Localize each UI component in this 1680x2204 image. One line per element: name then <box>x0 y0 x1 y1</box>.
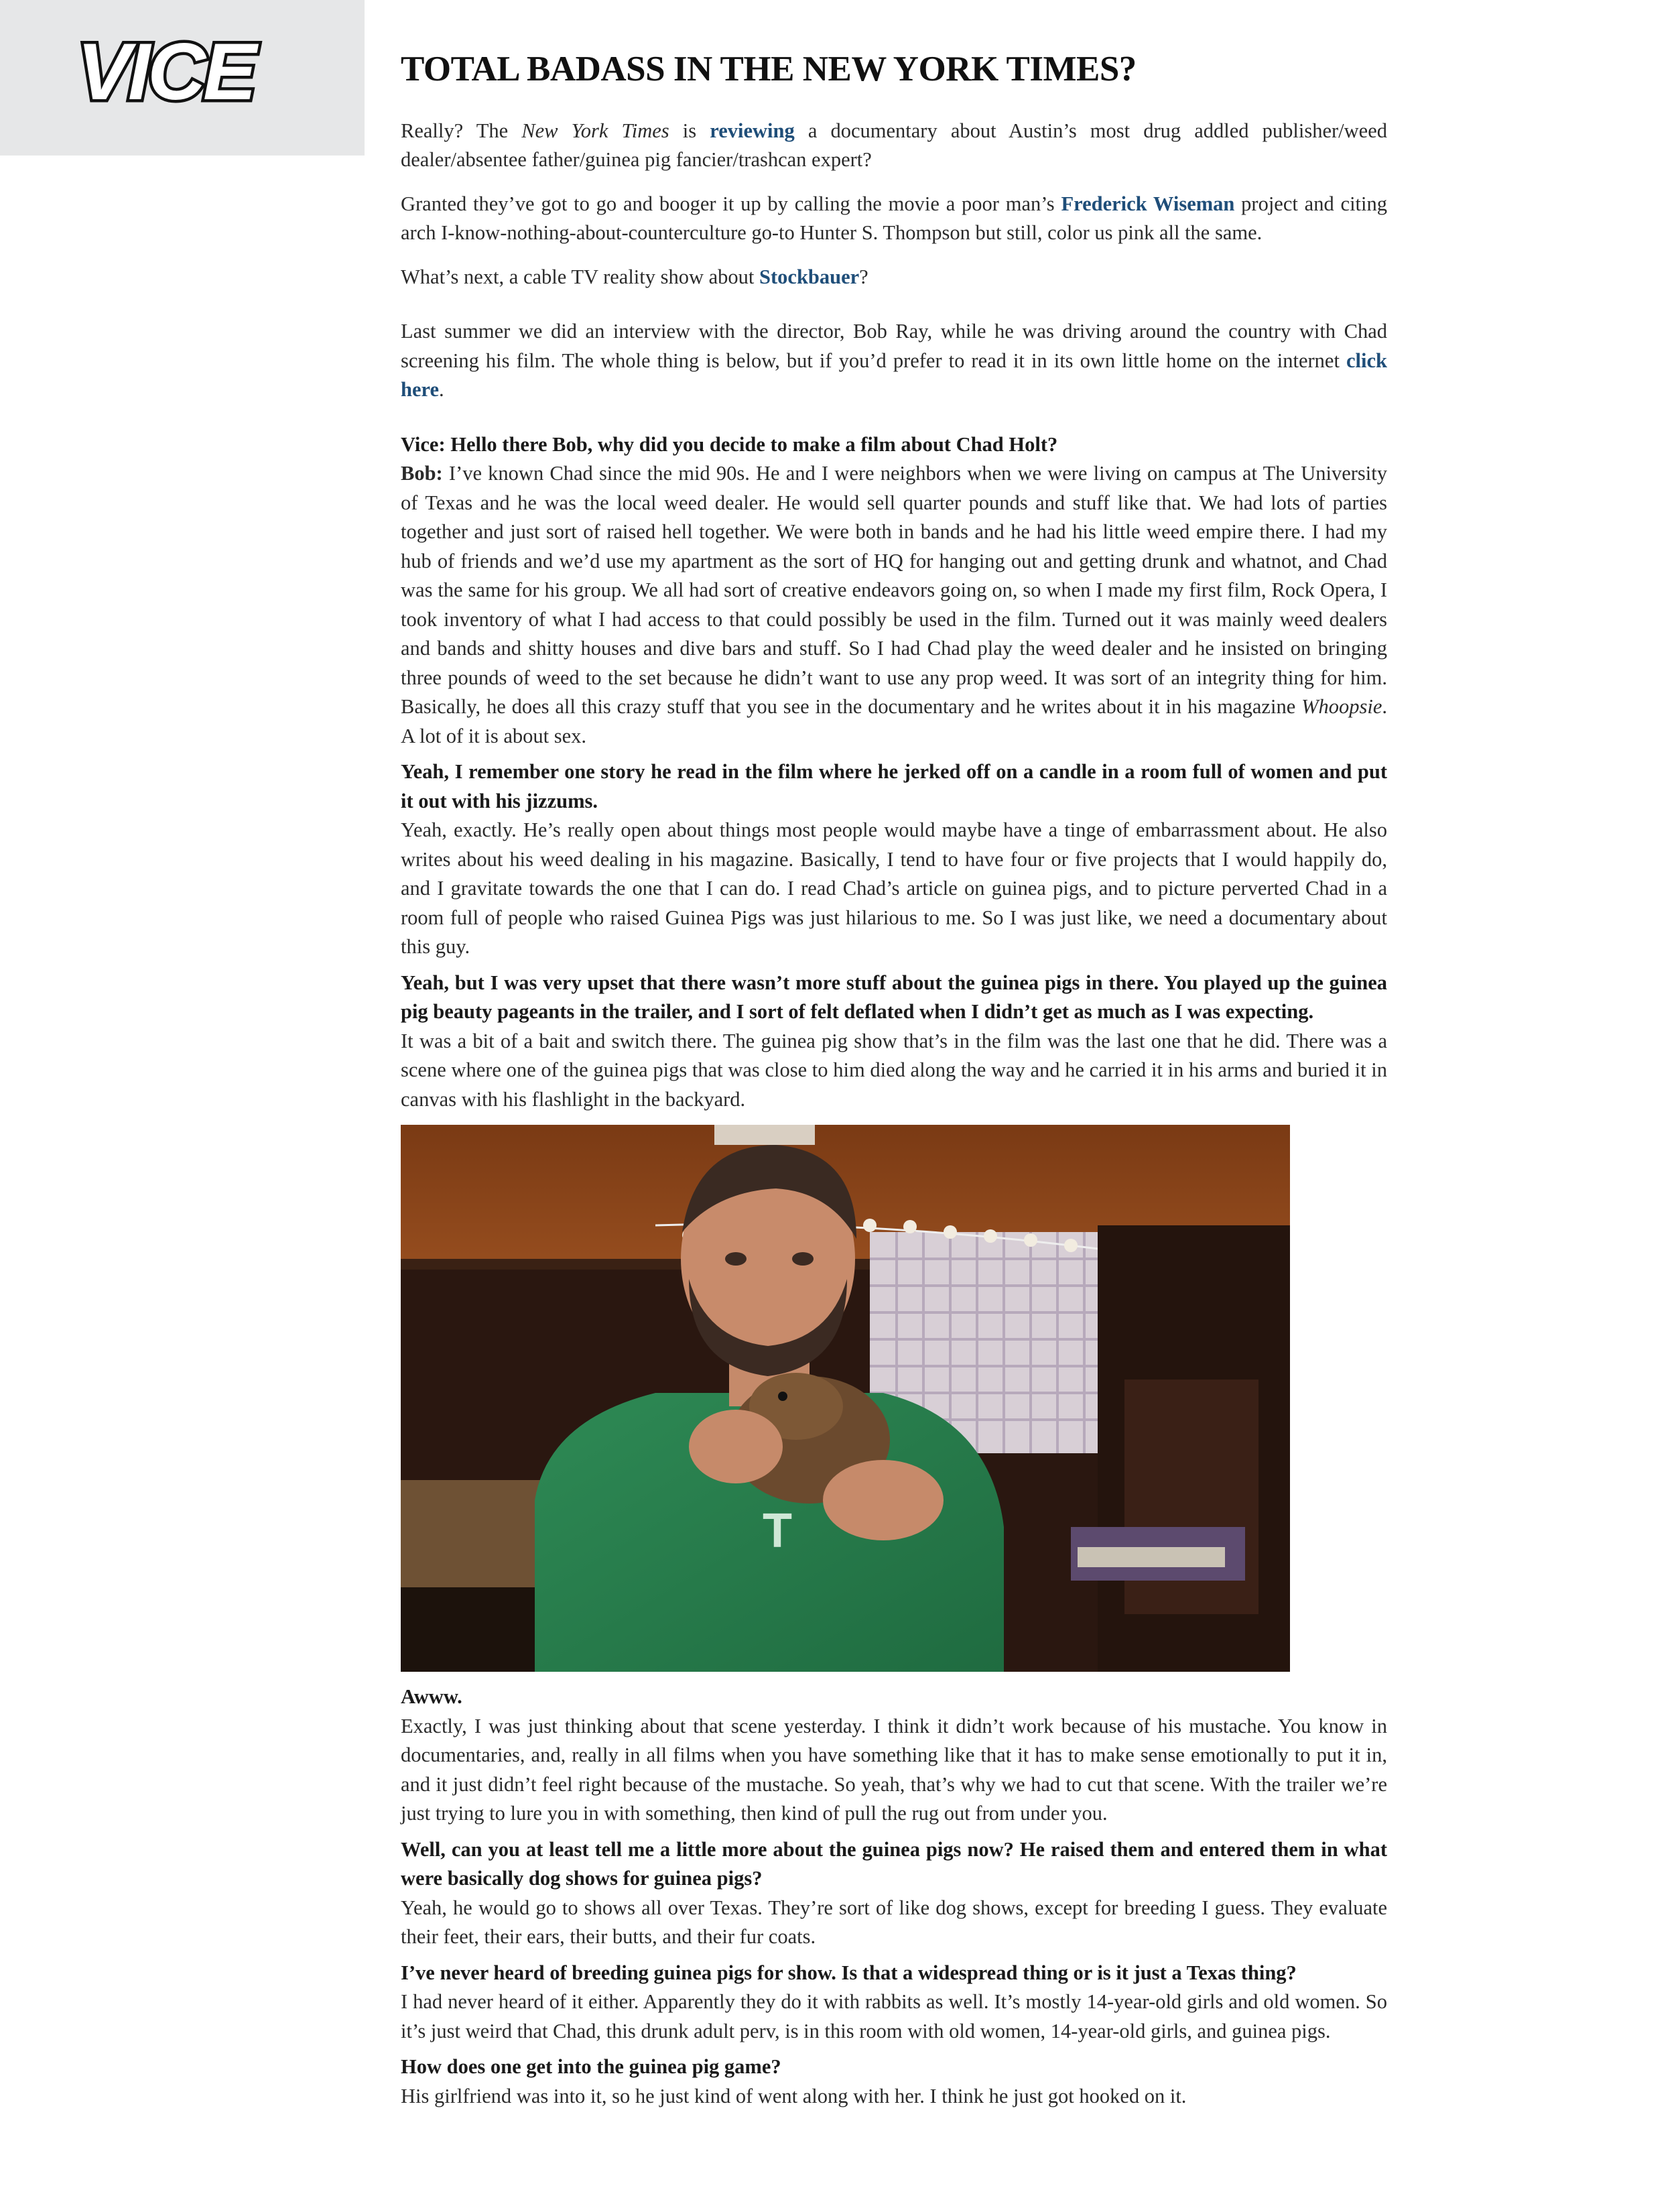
stockbauer-link[interactable]: Stockbauer <box>759 265 860 288</box>
article <box>401 48 1387 2111</box>
whoopsie-title: Whoopsie <box>1301 695 1382 719</box>
vice-logo-text: VICE <box>76 32 255 116</box>
cardboard-box <box>401 1480 548 1587</box>
poster <box>714 1125 815 1145</box>
logo-panel <box>0 0 365 156</box>
question-2: Yeah, I remember one story he read in the film where he jerked off on a candle in a room full of women and put it out with his jizzums. <box>401 760 1387 812</box>
right-hand <box>823 1460 944 1540</box>
nyt-name: New York Times <box>521 119 669 142</box>
answer-6: I had never heard of it either. Apparently they do it with rabbits as well. It’s mostly 14-year-old girls and old women. So it’s just weird that Chad, this drunk adult perv, is in this room with old women, 14-year-old girls, and guinea pigs. <box>401 1990 1387 2042</box>
vice-logo[interactable] <box>35 32 296 116</box>
intro-paragraph-4: Last summer we did an interview with the director, Bob Ray, while he was driving around the country with Chad screening his film. The whole thing is below, but if you’d prefer to read it in its own little home on the internet click here. <box>401 320 1387 402</box>
answer-4: Exactly, I was just thinking about that scene yesterday. I think it didn’t work because of his mustache. You know in documentaries, and, really in all films when you have something like that it has to make sense emotionally to put it in, and it just didn’t feel right because of the mustache. So yeah, that’s why we had to cut that scene. With the trailer we’re just trying to lure you in with something, then kind of pull the rug out from under you. <box>401 1714 1387 1825</box>
shirt-text-3: T <box>763 1504 792 1558</box>
question-1: Vice: Hello there Bob, why did you decide to make a film about Chad Holt? <box>401 432 1058 456</box>
answer-1: Bob: I’ve known Chad since the mid 90s. He and I were neighbors when we were living on campus at The University of Texas and he was the local weed dealer. He would sell quarter pounds and stuff like that. We had lots of parties together and just sort of raised hell together. We were both in bands and he had his little weed empire there. I had my hub of friends and we’d use my apartment as the sort of HQ for hanging out and getting drunk and whatnot, and Chad was the same for his group. We all had sort of creative endeavors going on, so when I made my first film, Rock Opera, I took inventory of what I had access to that could possibly be used in the film. Turned out it was mainly weed dealers and bands and shitty houses and dive bars and stuff. So I had Chad play the weed dealer and he insisted on bringing three pounds of weed to the set because he didn’t want to use any prop weed. It was sort of an integrity thing for him. Basically, he does all this crazy stuff that you see in the documentary and he writes about it in his magazine Whoopsie. A lot of it is about sex. <box>401 462 1387 747</box>
question-4: Awww. <box>401 1685 462 1709</box>
answer-7: His girlfriend was into it, so he just kind of went along with her. I think he just got hooked on it. <box>401 2084 1187 2107</box>
answer-2: Yeah, exactly. He’s really open about things most people would maybe have a tinge of embarrassment about. He also writes about his weed dealing in his magazine. Basically, I tend to have four or five projects that I would happily do, and I gravitate towards the one that I can do. I read Chad’s article on guinea pigs, and to picture perverted Chad in a room full of people who raised Guinea Pigs was just hilarious to me. So I was just like, we need a documentary about this guy. <box>401 818 1387 959</box>
intro-paragraph-2: Granted they’ve got to go and booger it up by calling the movie a poor man’s Frederick Wiseman project and citing arch I-know-nothing-about-counterculture go-to Hunter S. Thompson but still, color us pink all the same. <box>401 192 1387 245</box>
answer-1-speaker: Bob: <box>401 462 443 485</box>
question-6: I’ve never heard of breeding guinea pigs for show. Is that a widespread thing or is it just a Texas thing? <box>401 1961 1297 1984</box>
intro-paragraph-3: What’s next, a cable TV reality show about Stockbauer? <box>401 265 868 288</box>
question-7: How does one get into the guinea pig game? <box>401 2055 781 2079</box>
question-5: Well, can you at least tell me a little more about the guinea pigs now? He raised them and entered them in what were basically dog shows for guinea pigs? <box>401 1837 1387 1890</box>
article-photo <box>401 1125 1290 1672</box>
click-here-link[interactable]: click here <box>401 349 1387 402</box>
photo-man-holding-guinea-pig <box>401 1125 1290 1672</box>
answer-5: Yeah, he would go to shows all over Texas. They’re sort of like dog shows, except for breeding I guess. They evaluate their feet, their ears, their butts, and their fur coats. <box>401 1896 1387 1949</box>
reviewing-link[interactable]: reviewing <box>710 119 795 142</box>
article-title: TOTAL BADASS IN THE NEW YORK TIMES? <box>401 50 1137 88</box>
question-3: Yeah, but I was very upset that there wasn’t more stuff about the guinea pigs in there. You played up the guinea pig beauty pageants in the trailer, and I sort of felt deflated when I didn’t get as much as I was expecting. <box>401 971 1387 1024</box>
left-hand <box>689 1410 783 1483</box>
intro-paragraph-1: Really? The New York Times is reviewing a documentary about Austin’s most drug addled publisher/weed dealer/absentee father/guinea pig fancier/trashcan expert? <box>401 119 1387 172</box>
answer-3: It was a bit of a bait and switch there. The guinea pig show that’s in the film was the last one that he did. There was a scene where one of the guinea pigs that was close to him died along the way and he carried it in his arms and buried it in canvas with his flashlight in the backyard. <box>401 1029 1387 1111</box>
frederick-wiseman-link[interactable]: Frederick Wiseman <box>1061 192 1235 215</box>
